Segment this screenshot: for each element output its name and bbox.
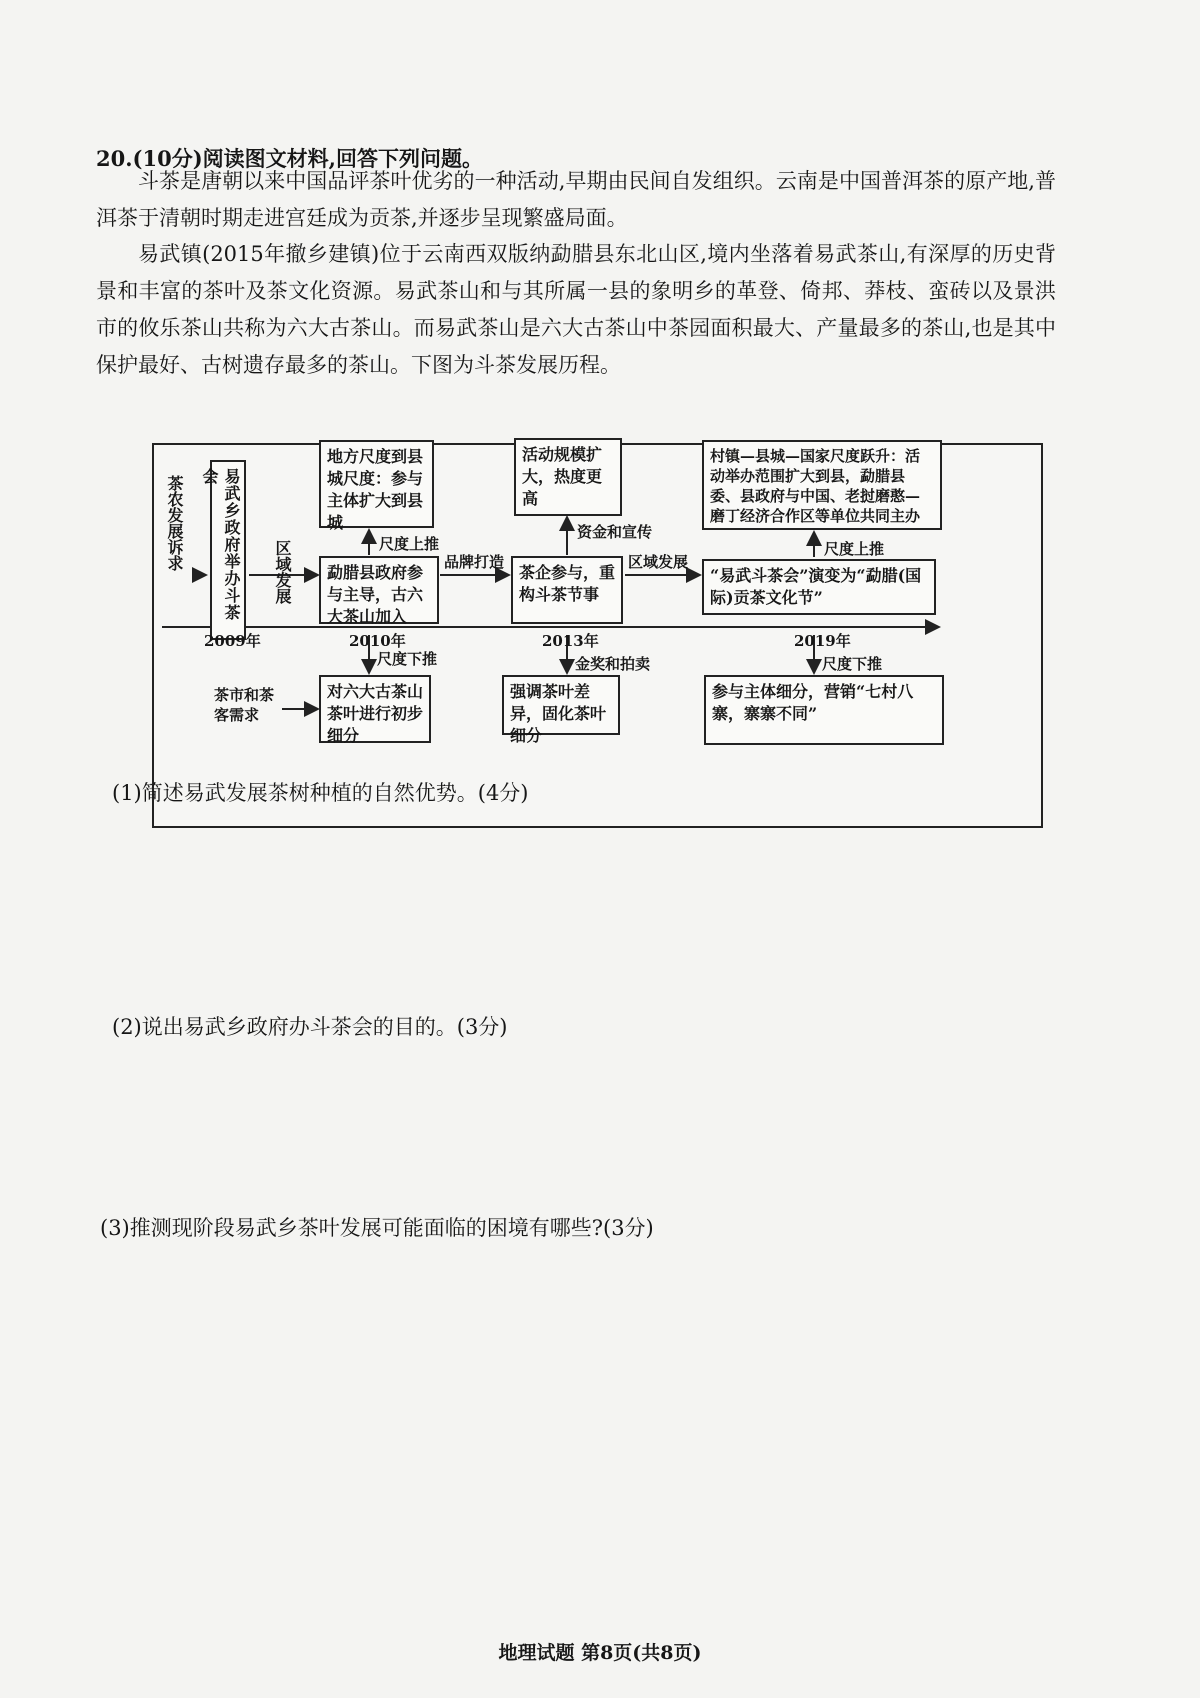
gov-host-box: 易武乡政府举办斗茶会 (210, 460, 246, 640)
box-2019-top: 村镇—县城—国家尺度跃升：活动举办范围扩大到县，勐腊县委、县政府与中国、老挝磨憨—磨丁经济合作区等单位共同主办 (702, 440, 942, 530)
box-2010-top: 地方尺度到县城尺度：参与主体扩大到县城 (319, 440, 434, 528)
material-paragraph-1: 斗茶是唐朝以来中国品评茶叶优劣的一种活动,早期由民间自发组织。云南是中国普洱茶的原产地,普洱茶于清朝时期走进宫廷成为贡茶,并逐步呈现繁盛局面。 (96, 169, 1056, 230)
tea-farmer-demand: 茶农发展诉求 (165, 475, 184, 571)
box-2019-mid: “易武斗茶会”演变为“勐腊(国际)贡茶文化节” (702, 559, 936, 615)
box-2010-bottom: 对六大古茶山茶叶进行初步细分 (319, 675, 431, 743)
box-2013-bottom: 强调茶叶差异，固化茶叶细分 (502, 675, 620, 735)
scale-up-label-2: 尺度上推 (824, 540, 885, 558)
gold-auction-label: 金奖和拍卖 (575, 655, 651, 673)
subquestion-3: (3)推测现阶段易武乡茶叶发展可能面临的困境有哪些?(3分) (100, 1216, 654, 1240)
capital-promotion-label: 资金和宣传 (577, 523, 653, 541)
page-footer: 地理试题 第8页(共8页) (498, 1642, 702, 1664)
subquestion-1: (1)简述易武发展茶树种植的自然优势。(4分) (112, 781, 529, 805)
year-2019: 2019年 (794, 632, 851, 650)
box-2013-mid: 茶企参与，重构斗茶节事 (511, 556, 623, 624)
box-2013-top: 活动规模扩大，热度更高 (514, 438, 622, 516)
box-2019-bottom: 参与主体细分，营销“七村八寨，寨寨不同” (704, 675, 944, 745)
year-2010: 2010年 (349, 632, 406, 650)
year-2013: 2013年 (542, 632, 599, 650)
regional-development-label-1: 区域发展 (273, 540, 292, 604)
question-header: 20.(10分)阅读图文材料,回答下列问题。 (96, 146, 483, 171)
tea-competition-diagram (152, 443, 1043, 828)
box-2010-mid: 勐腊县政府参与主导，古六大茶山加入 (319, 556, 439, 624)
year-2009: 2009年 (204, 632, 261, 650)
scale-up-label-1: 尺度上推 (379, 535, 440, 553)
scale-down-label-1: 尺度下推 (377, 650, 438, 668)
scale-down-label-2: 尺度下推 (822, 655, 883, 673)
subquestion-2: (2)说出易武乡政府办斗茶会的目的。(3分) (112, 1015, 508, 1039)
regional-development-label-2: 区域发展 (628, 553, 689, 571)
material-paragraph-2: 易武镇(2015年撤乡建镇)位于云南西双版纳勐腊县东北山区,境内坐落着易武茶山,有深厚的历史背景和丰富的茶叶及茶文化资源。易武茶山和与其所属一县的象明乡的革登、倚邦、莽枝、蛮砖以及景洪市的攸乐茶山共称为六大古茶山。而易武茶山是六大古茶山中茶园面积最大、产量最多的茶山,也是其中保护最好、古树遗存最多的茶山。下图为斗茶发展历程。 (96, 242, 1056, 377)
market-demand-label: 茶市和茶客需求 (214, 686, 275, 724)
brand-building-label: 品牌打造 (444, 553, 505, 571)
